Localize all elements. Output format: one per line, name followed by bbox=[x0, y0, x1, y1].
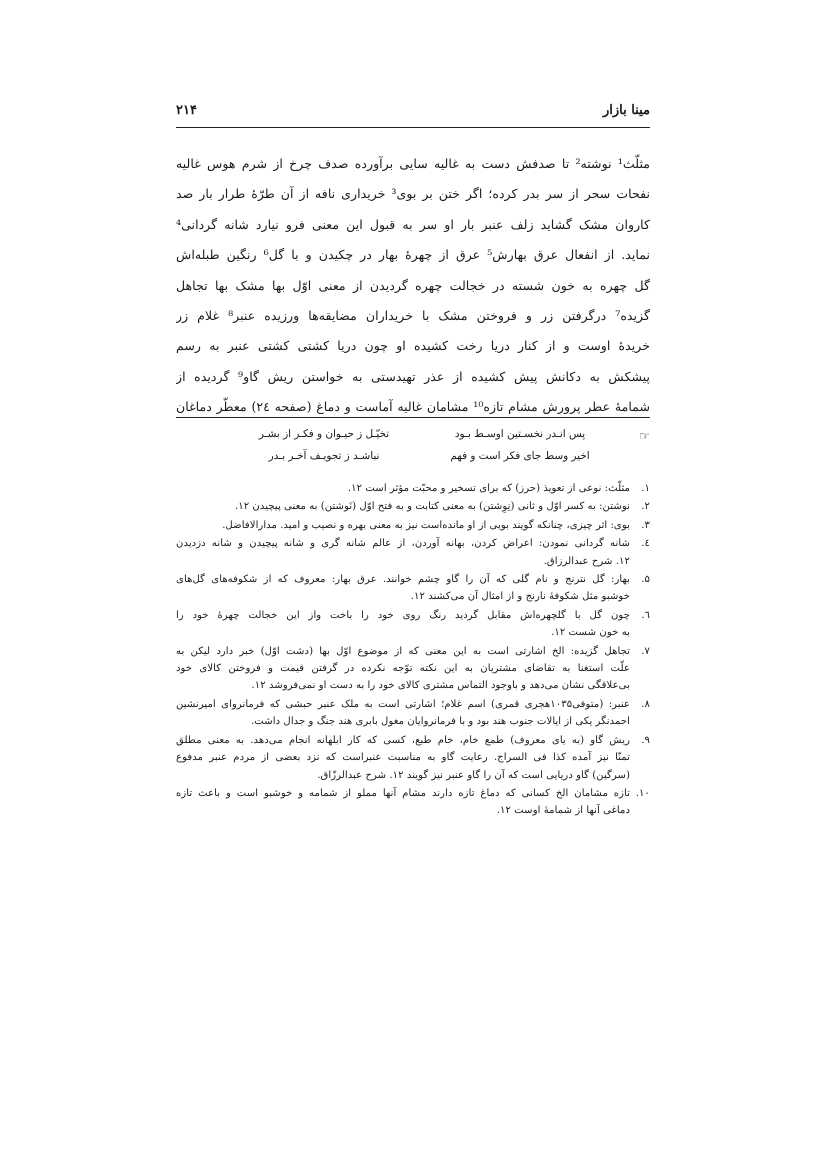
footnote-line: علّت استغنا به تقاضای مشتریان به این نکته توّجه نکرده در گرفتن قیمت و فروختن کالای خود bbox=[176, 663, 630, 675]
footnote-number: ۱۰. bbox=[635, 787, 650, 799]
text-line: گل چهره به خون شسته در خجالت چهره گردیدن از معنی اوّل بها مشک بها تجاهل bbox=[176, 277, 650, 293]
footnote-text bbox=[176, 607, 630, 642]
footnote-item bbox=[176, 696, 650, 731]
footnote-number: ۸. bbox=[641, 698, 650, 710]
footnote-line: شانه گردانی نمودن: اعراض کردن، بهانه آوردن، از عالم شانه گری و شانه پیچیدن و شانه دزدیدن bbox=[176, 538, 630, 550]
text-line: نماید. از انفعال عرق بهارش⁵ عرق از چهرهٔ بهار در چکیدن و با گل⁶ رنگین طبله‌اش bbox=[176, 247, 650, 263]
footnote-text bbox=[176, 785, 630, 820]
footnote-line: ۱۲. شرح عبدالرزاق. bbox=[543, 555, 630, 567]
footnote-line: تازه مشامان الخ کسانی که دماغ تازه دارند مشام آنها مملو از شمامه و خوشبو است و باعث تازه bbox=[176, 787, 630, 799]
footnote-line: تجاهل گزیده: الخ اشارتی است به این معنی که از موضوع اوّل بها (دشت اوّل) خبر دارد لیکن به bbox=[176, 645, 630, 657]
text-line: مثلّث¹ نوشته² تا صدفش دست به غالیه سایی برآورده صدف چرخ از شرم هوس غالیه bbox=[176, 156, 650, 171]
pointing-hand-icon: ☞ bbox=[639, 429, 650, 443]
footnote-item bbox=[176, 535, 650, 570]
main-text-block bbox=[176, 149, 650, 423]
footnote-line: تمنّا نیز آمده کذا فی السراج. رعایت گاو به مناسبت عنبراست که نزد بعضی از مردم عنبر مدفوع bbox=[176, 752, 630, 764]
footnote-line: بوی: اثر چیزی، چنانکه گویند بویی از او مانده‌است نیز به معنی بهره و نصیب و امید. مدارالافاضل. bbox=[222, 519, 630, 531]
footnote-text bbox=[176, 498, 630, 515]
poem-verse bbox=[176, 450, 650, 472]
text-line: پیشکش به دکانش پیش کشیده از عذر تهیدستی به خواستن ریش گاو⁹ گردیده از bbox=[176, 368, 650, 384]
footnote-number: ۵. bbox=[641, 574, 650, 586]
poem-hemistich-first: پس انـدر نخسـتین اوسـط بـود bbox=[454, 428, 586, 440]
footnote-separator bbox=[176, 417, 650, 418]
footnote-item bbox=[176, 607, 650, 642]
footnote-number: ۱. bbox=[641, 483, 650, 494]
footnote-text bbox=[176, 732, 630, 784]
running-title: مینا بازار bbox=[602, 103, 650, 118]
footnote-line: دماغی آنها از شمامهٔ اوست ۱۲. bbox=[496, 805, 630, 817]
poem-hemistich-second: تخیّـل ز حیـوان و فکـر از بشـر bbox=[258, 428, 390, 440]
footnote-item bbox=[176, 498, 650, 515]
footnote-line: بهار: گل نترنج و نام گلی که آن را گاو چشم خوانند. عرق بهار: معروف که از شکوفه‌های گل‌های bbox=[176, 574, 630, 586]
footnote-line: خوشبو مثل شکوفهٔ نارنج و از امثال آن می‌کشند ۱۲. bbox=[410, 591, 630, 603]
footnotes-list bbox=[176, 480, 650, 821]
footnote-item bbox=[176, 732, 650, 784]
footnote-text bbox=[176, 571, 630, 606]
footnote-line: مثلّث: نوعی از تعویذ (حرز) که برای تسخیر و محبّت مؤثر است ۱۲. bbox=[347, 483, 630, 494]
text-line: گزیده⁷ درگرفتن زر و فروختن مشک با خریداران مضایقه‌ها ورزیده عنبر⁸ غلام زر bbox=[176, 307, 650, 323]
footnote-number: ۳. bbox=[641, 519, 650, 531]
footnote-item bbox=[176, 785, 650, 820]
header-rule bbox=[176, 127, 650, 128]
footnote-text bbox=[176, 535, 630, 570]
footnote-line: به خون شست ۱۲. bbox=[551, 627, 630, 639]
poem-block bbox=[176, 428, 650, 472]
footnote-number: ۹. bbox=[641, 734, 650, 746]
running-header bbox=[176, 100, 650, 124]
footnote-text bbox=[176, 517, 630, 534]
footnote-item bbox=[176, 571, 650, 606]
footnote-line: احمدنگر یکی از ایالات جنوب هند بود و با فرمانروایان مغول بابری هند جنگ و جدال داشت. bbox=[251, 716, 630, 728]
poem-hemistich-first: اخیر وسط جای فکر است و فهم bbox=[450, 450, 590, 462]
footnote-number: ٤. bbox=[641, 538, 650, 550]
footnote-line: عنبر: (متوفی۱۰۳۵هجری قمری) اسم غلام؛ اشارتی است به ملک عنبر حبشی که فرمانروای امیرنشین bbox=[176, 698, 630, 710]
footnote-line: نوشتن: به کسر اوّل و ثانی (نِوِشتن) به معنی کتابت و به فتح اوّل (نَوشتن) به معنی پیچیدن ۱۲. bbox=[234, 501, 630, 513]
text-line: خریدهٔ اوست و از کنار دریا رخت کشیده او چون دریا کشتی کشتی عنبر به رسم bbox=[176, 338, 650, 354]
poem-hemistich-second: نباشـد ز تجویـف آخـر بـدر bbox=[268, 450, 380, 462]
footnote-number: ٦. bbox=[641, 609, 650, 621]
footnote-item bbox=[176, 517, 650, 534]
footnote-line: ریش گاو (به یای معروف) طمع خام، خام طبع، کسی که کار ابلهانه انجام می‌دهد. به معنی مطلق bbox=[176, 734, 630, 746]
page-number: ۲۱۴ bbox=[176, 103, 197, 118]
footnote-text bbox=[176, 480, 630, 497]
poem-verse bbox=[176, 428, 650, 450]
footnote-line: بی‌علاقگی نشان می‌دهد و باوجود التماس مشتری کالای خود را به دست او نمی‌فروشد ۱۲. bbox=[251, 680, 630, 692]
footnote-line: چون گل با گلچهره‌اش مقابل گردید رنگ روی خود را باخت واز این خجالت چهرهٔ خود را bbox=[176, 609, 630, 621]
footnote-text bbox=[176, 643, 630, 695]
footnote-number: ۷. bbox=[641, 645, 650, 657]
footnote-number: ۲. bbox=[641, 501, 650, 513]
text-line: کاروان مشک گشاید زلف عنبر بار او سر به قبول این معنی فرو نیارد شانه گردانی⁴ bbox=[176, 216, 650, 232]
footnote-line: (سرگین) گاو دریایی است که آن را گاو عنبر نیز گویند ۱۲. شرح عبدالرزّاق. bbox=[317, 769, 630, 781]
footnote-item bbox=[176, 643, 650, 695]
text-line: نفحات سحر از سر بدر کرده؛ اگر ختن بر بوی³ خریداری نافه از آن طرّهٔ طرار بار صد bbox=[176, 186, 650, 202]
footnote-text bbox=[176, 696, 630, 731]
footnote-item bbox=[176, 480, 650, 497]
text-line: شمامهٔ عطر پرورش مشام تازه¹⁰ مشامان غالیه آماست و دماغ (صفحه ۲٤) معطّر دماغان bbox=[176, 399, 650, 415]
